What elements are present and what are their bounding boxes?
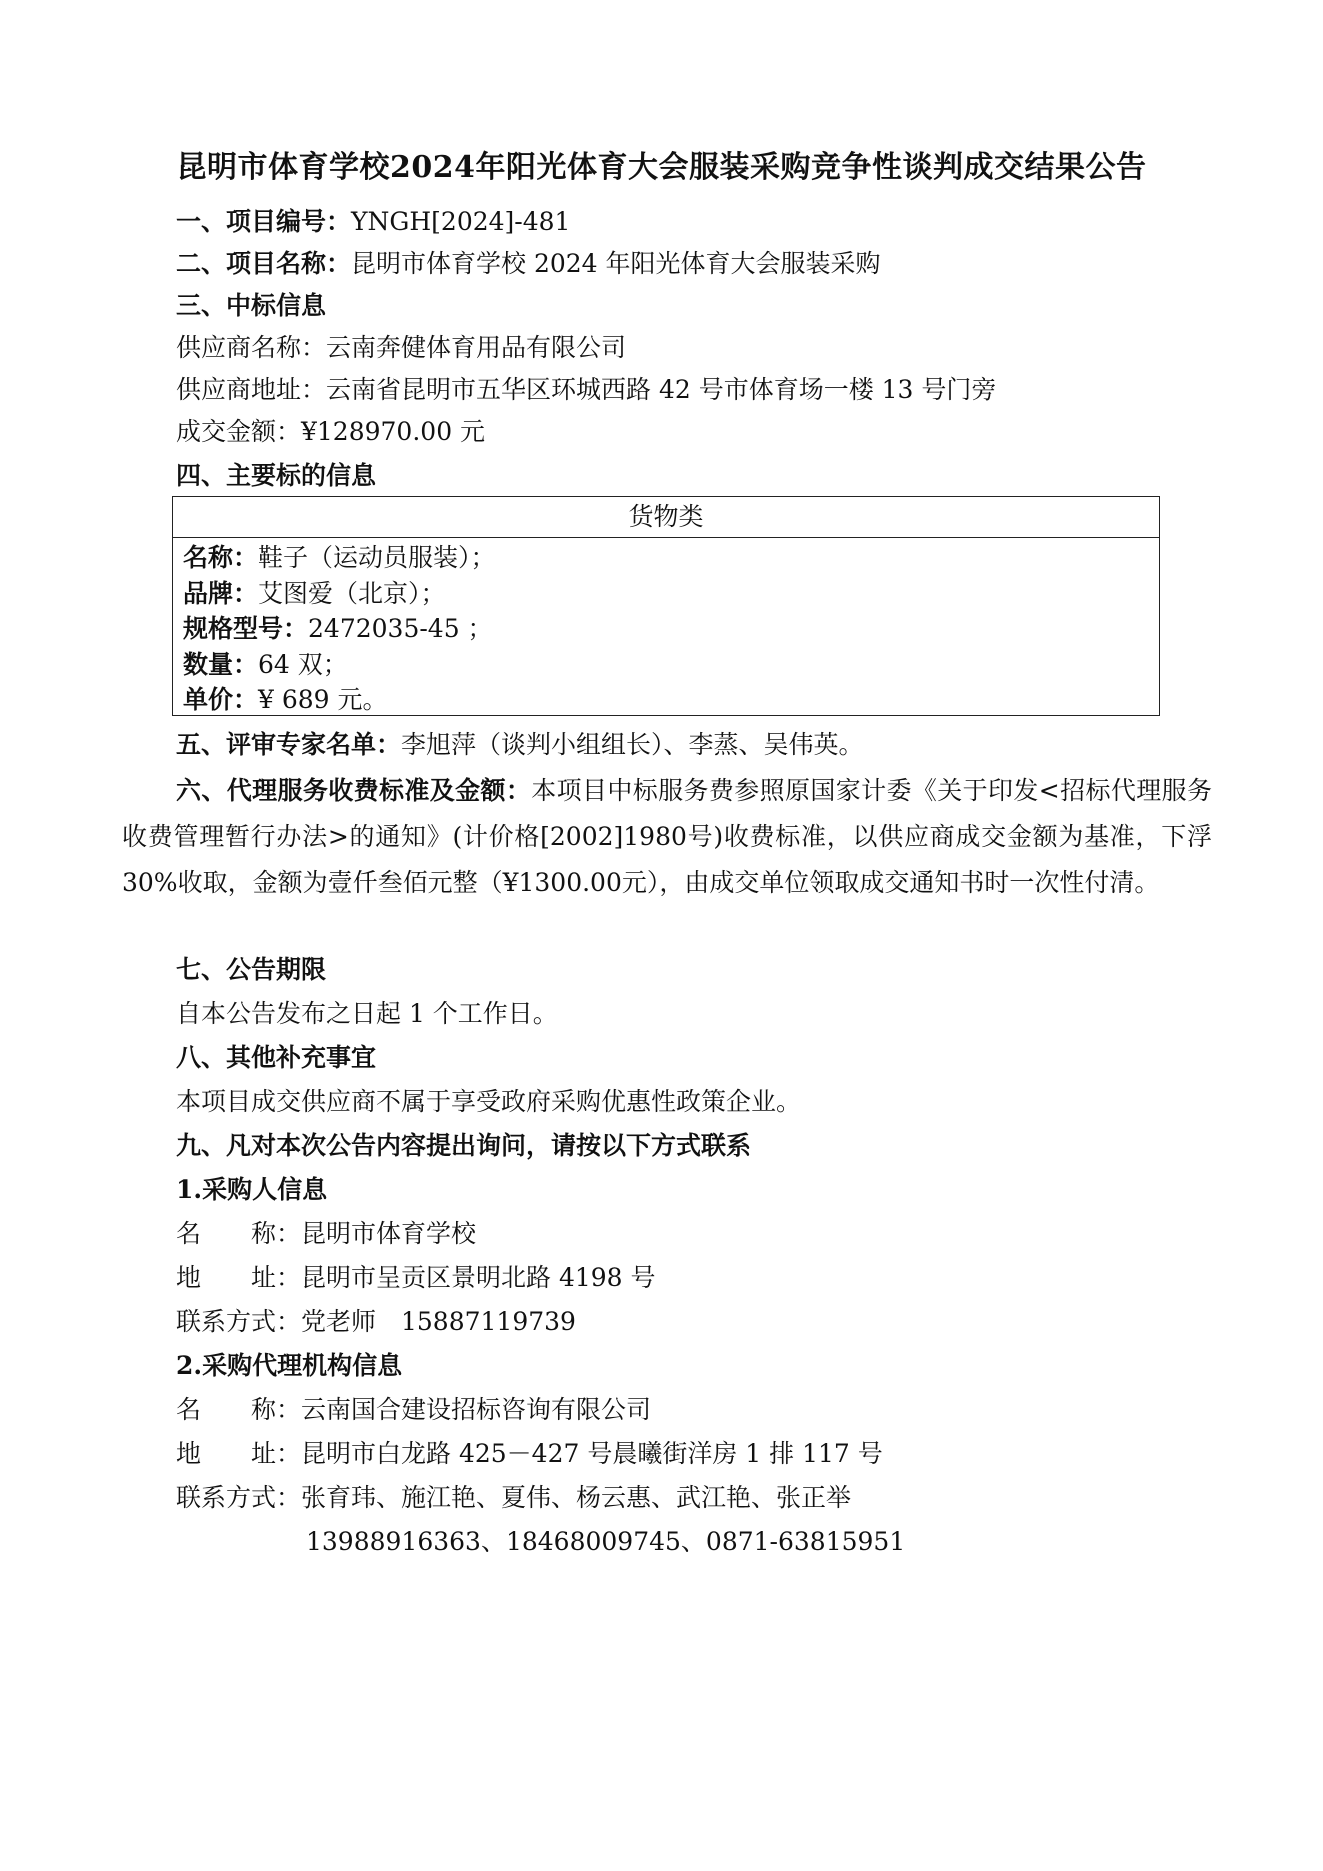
goods-row-name bbox=[183, 540, 1149, 576]
purchaser-name: 名 称：昆明市体育学校 bbox=[176, 1219, 477, 1248]
goods-row-value: ¥ 689 元。 bbox=[258, 685, 388, 714]
supplier-address: 供应商地址：云南省昆明市五华区环城西路 42 号市体育场一楼 13 号门旁 bbox=[176, 375, 997, 404]
agency-name: 名 称：云南国合建设招标咨询有限公司 bbox=[176, 1395, 652, 1424]
project-number-label: 一、项目编号： bbox=[176, 207, 352, 236]
page-title: 昆明市体育学校2024年阳光体育大会服装采购竞争性谈判成交结果公告 bbox=[176, 150, 1147, 185]
agency-fee-label: 六、代理服务收费标准及金额： bbox=[176, 776, 532, 805]
goods-row-key: 单价： bbox=[183, 685, 259, 714]
agency-fee-paragraph bbox=[122, 768, 1212, 906]
goods-row-key: 数量： bbox=[183, 649, 259, 679]
project-name-value: 昆明市体育学校 2024 年阳光体育大会服装采购 bbox=[351, 249, 881, 278]
goods-table-header: 货物类 bbox=[173, 497, 1159, 538]
goods-row-quantity bbox=[183, 647, 1149, 683]
goods-row-price bbox=[183, 682, 1149, 718]
other-matters-value: 本项目成交供应商不属于享受政府采购优惠性政策企业。 bbox=[176, 1087, 802, 1116]
contact-heading: 九、凡对本次公告内容提出询问，请按以下方式联系 bbox=[176, 1131, 752, 1160]
review-experts-label: 五、评审专家名单： bbox=[176, 730, 402, 759]
goods-table-body bbox=[173, 538, 1159, 720]
goods-row-key: 品牌： bbox=[183, 578, 259, 608]
agency-address: 地 址：昆明市白龙路 425－427 号晨曦街洋房 1 排 117 号 bbox=[176, 1439, 883, 1468]
deal-amount: 成交金额：¥128970.00 元 bbox=[176, 417, 486, 446]
goods-row-value: 64 双； bbox=[258, 649, 348, 679]
goods-row-model bbox=[183, 611, 1149, 647]
winning-info-heading: 三、中标信息 bbox=[176, 291, 327, 320]
project-number bbox=[176, 204, 570, 240]
project-number-value: YNGH[2024]-481 bbox=[351, 207, 571, 236]
goods-row-brand bbox=[183, 576, 1149, 612]
supplier-name: 供应商名称：云南奔健体育用品有限公司 bbox=[176, 333, 627, 362]
other-matters-heading: 八、其他补充事宜 bbox=[176, 1043, 377, 1072]
goods-table bbox=[172, 496, 1160, 716]
goods-row-value: 艾图爱（北京）； bbox=[258, 578, 446, 608]
review-experts bbox=[176, 727, 864, 763]
purchaser-heading: 1.采购人信息 bbox=[176, 1175, 328, 1204]
agency-phones: 13988916363、18468009745、0871-63815951 bbox=[306, 1527, 906, 1556]
goods-row-key: 名称： bbox=[183, 543, 259, 572]
purchaser-contact: 联系方式：党老师 15887119739 bbox=[176, 1307, 576, 1336]
project-name bbox=[176, 246, 881, 282]
review-experts-value: 李旭萍（谈判小组组长）、李蒸、吴伟英。 bbox=[401, 730, 864, 759]
goods-row-key: 规格型号： bbox=[183, 614, 309, 643]
main-items-heading: 四、主要标的信息 bbox=[176, 461, 377, 490]
notice-period-heading: 七、公告期限 bbox=[176, 955, 327, 984]
purchaser-address: 地 址：昆明市呈贡区景明北路 4198 号 bbox=[176, 1263, 656, 1292]
goods-row-value: 2472035-45 ； bbox=[308, 614, 493, 643]
agency-heading: 2.采购代理机构信息 bbox=[176, 1351, 403, 1380]
goods-row-value: 鞋子（运动员服装）； bbox=[258, 543, 496, 572]
project-name-label: 二、项目名称： bbox=[176, 249, 352, 278]
agency-fee-value: 本项目中标服务费参照原国家计委《关于印发<招标代理服务收费管理暂行办法>的通知》(计价格[2002]1980号)收费标准，以供应商成交金额为基准，下浮30%收取，金额为壹仟叁佰元整（¥1300.00元），由成交单位领取成交通知书时一次性付清。 bbox=[122, 776, 1212, 897]
notice-period-value: 自本公告发布之日起 1 个工作日。 bbox=[176, 999, 558, 1028]
agency-contact: 联系方式：张育玮、施江艳、夏伟、杨云惠、武江艳、张正举 bbox=[176, 1483, 852, 1512]
